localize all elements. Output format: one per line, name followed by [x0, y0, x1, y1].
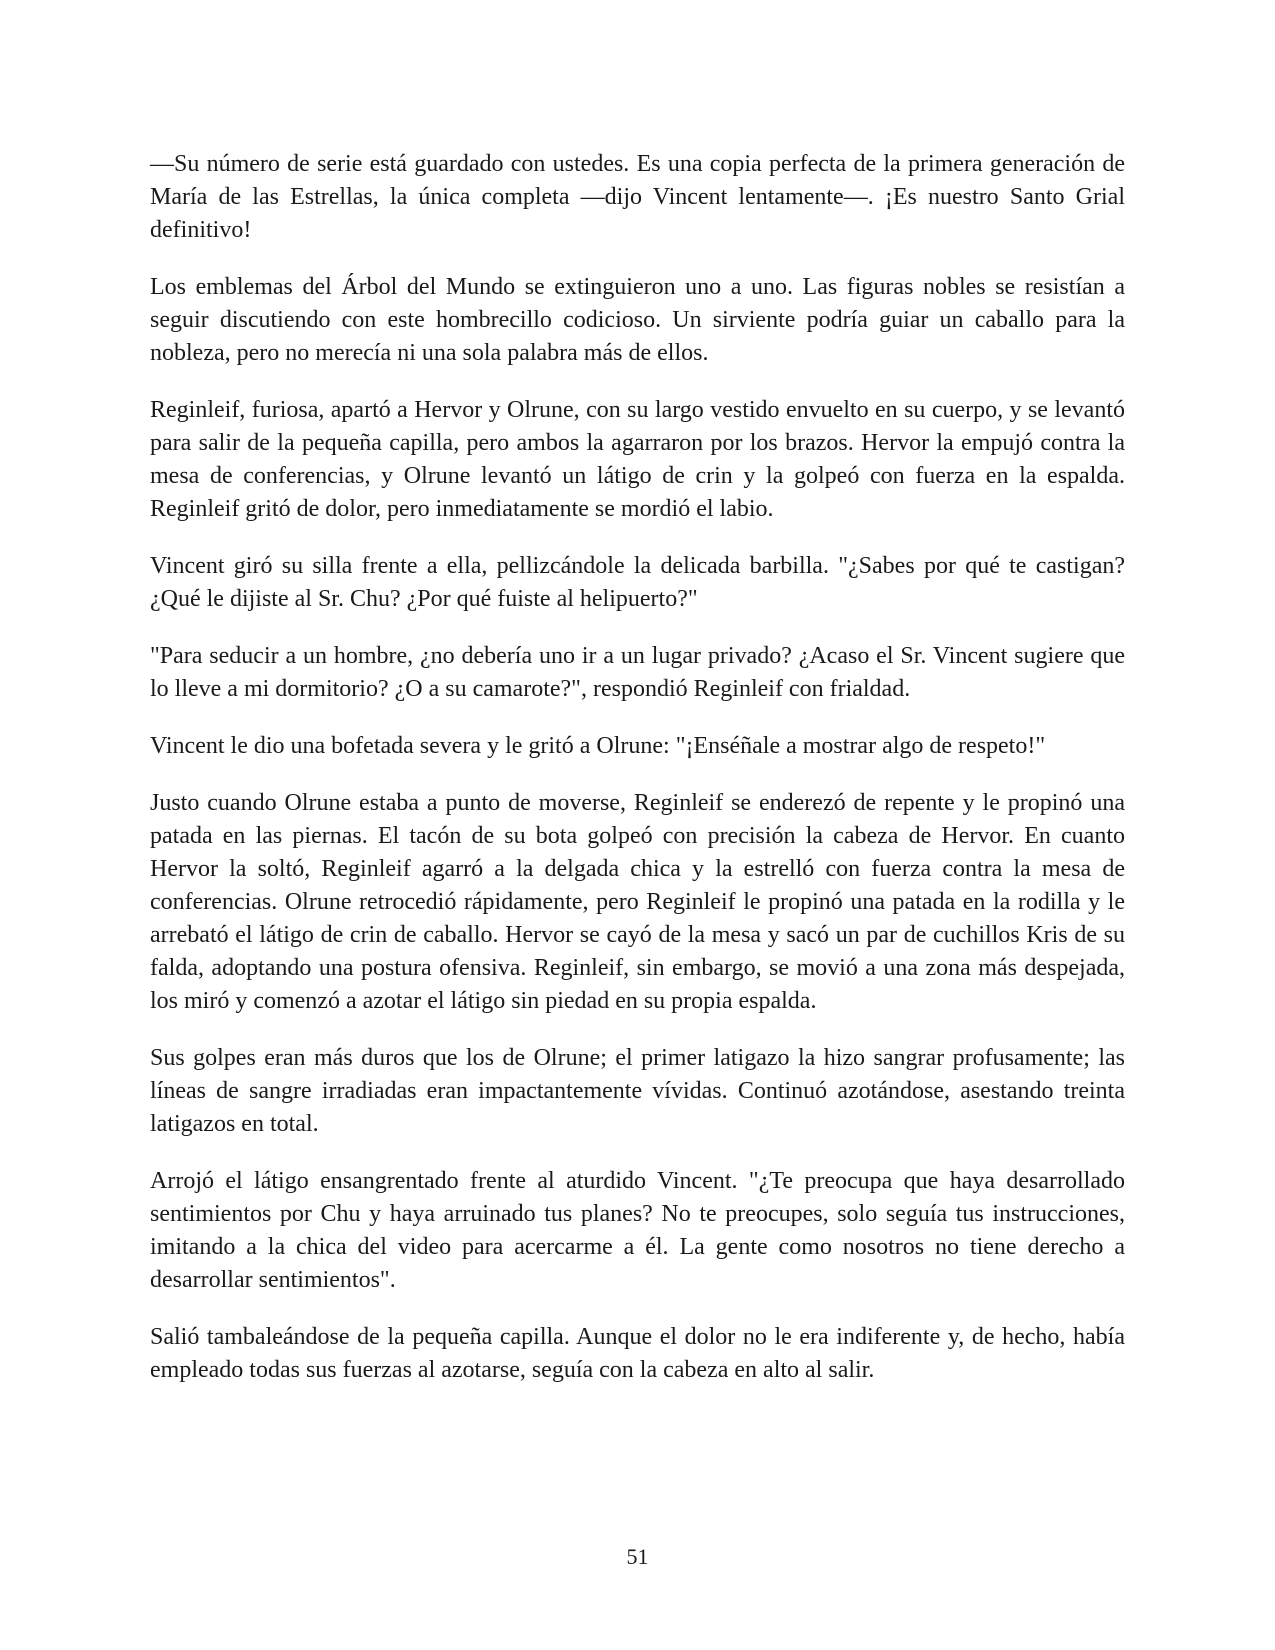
- paragraph: Justo cuando Olrune estaba a punto de moverse, Reginleif se enderezó de repente y le propinó una patada en las piernas. El tacón de su bota golpeó con precisión la cabeza de Hervor. En cuanto Hervor la soltó, Reginleif agarró a la delgada chica y la estrelló con fuerza contra la mesa de conferencias. Olrune retrocedió rápidamente, pero Reginleif le propinó una patada en la rodilla y le arrebató el látigo de crin de caballo. Hervor se cayó de la mesa y sacó un par de cuchillos Kris de su falda, adoptando una postura ofensiva. Reginleif, sin embargo, se movió a una zona más despejada, los miró y comenzó a azotar el látigo sin piedad en su propia espalda.: [150, 790, 1125, 1014]
- paragraph: —Su número de serie está guardado con ustedes. Es una copia perfecta de la primera generación de María de las Estrellas, la única completa —dijo Vincent lentamente—. ¡Es nuestro Santo Grial definitivo!: [150, 151, 1125, 243]
- paragraph: Reginleif, furiosa, apartó a Hervor y Olrune, con su largo vestido envuelto en su cuerpo, y se levantó para salir de la pequeña capilla, pero ambos la agarraron por los brazos. Hervor la empujó contra la mesa de conferencias, y Olrune levantó un látigo de crin y la golpeó con fuerza en la espalda. Reginleif gritó de dolor, pero inmediatamente se mordió el labio.: [150, 397, 1125, 522]
- page-number: 51: [626, 1544, 649, 1569]
- paragraph: Vincent le dio una bofetada severa y le gritó a Olrune: "¡Enséñale a mostrar algo de respeto!": [150, 733, 1046, 759]
- paragraph: Los emblemas del Árbol del Mundo se extinguieron uno a uno. Las figuras nobles se resistían a seguir discutiendo con este hombrecillo codicioso. Un sirviente podría guiar un caballo para la nobleza, pero no merecía ni una sola palabra más de ellos.: [150, 274, 1125, 366]
- paragraph: Sus golpes eran más duros que los de Olrune; el primer latigazo la hizo sangrar profusamente; las líneas de sangre irradiadas eran impactantemente vívidas. Continuó azotándose, asestando treinta latigazos en total.: [150, 1045, 1125, 1137]
- paragraph: Salió tambaleándose de la pequeña capilla. Aunque el dolor no le era indiferente y, de hecho, había empleado todas sus fuerzas al azotarse, seguía con la cabeza en alto al salir.: [150, 1324, 1125, 1383]
- paragraph: Vincent giró su silla frente a ella, pellizcándole la delicada barbilla. "¿Sabes por qué te castigan? ¿Qué le dijiste al Sr. Chu? ¿Por qué fuiste al helipuerto?": [150, 553, 1125, 612]
- paragraph: Arrojó el látigo ensangrentado frente al aturdido Vincent. "¿Te preocupa que haya desarrollado sentimientos por Chu y haya arruinado tus planes? No te preocupes, solo seguía tus instrucciones, imitando a la chica del video para acercarme a él. La gente como nosotros no tiene derecho a desarrollar sentimientos".: [150, 1168, 1125, 1293]
- body-text: [150, 148, 1125, 1387]
- paragraph: "Para seducir a un hombre, ¿no debería uno ir a un lugar privado? ¿Acaso el Sr. Vincent sugiere que lo lleve a mi dormitorio? ¿O a su camarote?", respondió Reginleif con frialdad.: [150, 643, 1125, 702]
